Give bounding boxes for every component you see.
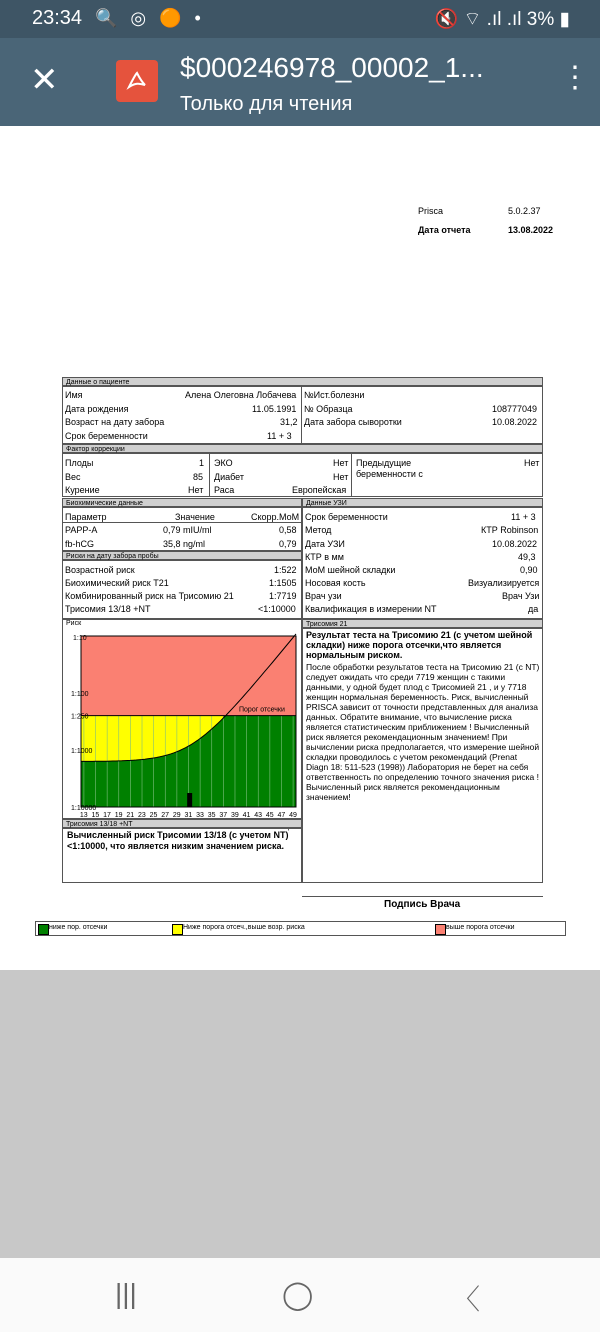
home-icon[interactable]: ◯ — [282, 1279, 314, 1310]
x-tick-label: 45 — [265, 812, 274, 819]
us-row-value: 11 + 3 — [511, 512, 536, 522]
x-tick-label: 33 — [196, 812, 204, 819]
t21-result: Результат теста на Трисомию 21 (с учетом шейной складки) ниже порога отсечки,что является нормальным риском. — [306, 630, 533, 660]
back-icon[interactable]: 〈 — [452, 1284, 481, 1315]
x-tick-label: 35 — [207, 812, 216, 819]
x-tick-label: 21 — [126, 812, 135, 819]
race-label: Раса — [214, 485, 235, 495]
x-tick-label: 25 — [149, 812, 158, 819]
notification-icons: 🔍 ◎ 🟠 • — [95, 8, 205, 28]
x-tick-label: 39 — [230, 812, 239, 819]
x-tick-label: 17 — [103, 812, 111, 819]
fetus-value: 1 — [199, 458, 205, 468]
x-tick-label: 15 — [91, 812, 100, 819]
bio-row-hcg-name: fb-hCG — [65, 539, 95, 549]
dob-value: 11.05.1991 — [252, 404, 297, 414]
y-tick-label: 1:1000 — [71, 748, 93, 755]
risk-header: Риски на дату забора пробы — [62, 551, 302, 560]
serum-label: Дата забора сыворотки — [304, 417, 402, 427]
us-row-value: 0,90 — [520, 565, 538, 575]
t21-header: Трисомия 21 — [302, 619, 543, 628]
correction-header: Фактор коррекции — [62, 444, 543, 453]
patient-header: Данные о пациенте — [62, 377, 543, 386]
legend-label-red: выше порога отсечки — [446, 924, 515, 931]
risk-row-value: 1:1505 — [269, 578, 297, 588]
zone-above-cutoff — [81, 636, 296, 716]
bio-row-papp-value: 0,79 mIU/ml — [163, 525, 212, 535]
x-tick-label: 41 — [242, 812, 251, 819]
us-row-label: МоМ шейной складки — [305, 565, 396, 575]
race-value: Европейская — [292, 485, 347, 495]
us-row-value: Визуализируется — [468, 578, 540, 588]
more-options-icon[interactable]: ⋮ — [560, 61, 590, 94]
report-date-label: Дата отчета — [418, 225, 471, 235]
smoke-label: Курение — [65, 485, 100, 495]
serum-value: 10.08.2022 — [492, 417, 538, 427]
close-icon[interactable]: ✕ — [30, 61, 59, 99]
t1318-text: Вычисленный риск Трисомии 13/18 (с учетом NT) <1:10000, что является низким значением риска. — [67, 830, 289, 851]
history-label: №Ист.болезни — [304, 390, 365, 400]
risk-row-label: Биохимический риск Т21 — [65, 578, 169, 588]
smoke-value: Нет — [188, 485, 204, 495]
t1318-header: Трисомия 13/18 +NT — [62, 819, 302, 828]
us-row-value: КТР Robinson — [481, 525, 539, 535]
app-bar — [0, 38, 600, 126]
us-row-value: Врач Узи — [502, 591, 540, 601]
dob-label: Дата рождения — [65, 404, 129, 414]
name-value: Алена Олеговна Лобачева — [185, 390, 297, 400]
diabetes-label: Диабет — [214, 472, 245, 482]
us-box — [302, 507, 543, 619]
bio-row-hcg-mom: 0,79 — [279, 539, 297, 549]
system-icons: 🔇 ⌔ .ıl .ıl 3% ▮ — [434, 9, 570, 30]
x-tick-label: 49 — [289, 812, 297, 819]
bio-row-hcg-value: 35,8 ng/ml — [163, 539, 206, 549]
nav-bar — [0, 1258, 600, 1332]
us-row-label: Дата УЗИ — [305, 539, 345, 549]
risk-row-value: 1:522 — [274, 565, 297, 575]
report-date-value: 13.08.2022 — [508, 225, 554, 235]
pdf-icon — [116, 60, 158, 102]
y-tick-label: 1:10 — [73, 635, 87, 642]
legend-swatch-red — [435, 924, 446, 935]
software-version: 5.0.2.37 — [508, 206, 541, 216]
name-label: Имя — [65, 390, 83, 400]
legend-label-yellow: Ниже порога отсеч.,выше возр. риска — [183, 924, 305, 931]
us-row-label: Квалификация в измерении NT — [305, 604, 437, 614]
t21-text: После обработки результатов теста на Трисомию 21 (с NT) следует ожидать что среди 7719 женщин с такими данными, у одной будет плод с Трисомией 21 , и у 7718 женщин нормальная беременность. Риск, вычисленный PRISCA зависит от точности представленных для анализа данных. Обратите внимание, что вычисление риска является статистическим приближением ! Вычисленный риск является рекомендационным значением! При вычислении риска предполагается, что измерение шейной складки проводилось с учетом рекомендаций (Prenat Diagn 18: 511-523 (1998)) Лаборатория не берет на себя ответственность по определению точного значения риска ! Вычисленный риск является рекомендационным значением! — [306, 662, 540, 802]
legend-swatch-yellow — [172, 924, 183, 935]
us-row-label: Метод — [305, 525, 332, 535]
y-tick-label: 1:10000 — [71, 805, 97, 812]
signature-label: Подпись Врача — [384, 899, 461, 910]
ivf-label: ЭКО — [214, 458, 233, 468]
document-subtitle: Только для чтения — [180, 93, 353, 115]
us-row-value: да — [528, 604, 539, 614]
weight-value: 85 — [193, 472, 204, 482]
legend-swatch-green — [38, 924, 49, 935]
diabetes-value: Нет — [333, 472, 349, 482]
us-row-value: 10.08.2022 — [492, 539, 538, 549]
risk-row-value: <1:10000 — [258, 604, 296, 614]
prev-label: Предыдущие беременности с — [356, 458, 423, 479]
x-tick-label: 43 — [254, 812, 263, 819]
x-tick-label: 23 — [138, 812, 146, 819]
pdf-page — [0, 126, 600, 970]
bio-col-mom: Скорр.МоМ — [251, 512, 300, 522]
us-header: Данные УЗИ — [302, 498, 543, 507]
risk-row-value: 1:7719 — [269, 591, 297, 601]
x-tick-label: 31 — [184, 812, 193, 819]
prev-value: Нет — [524, 458, 540, 468]
cutoff-label: Порог отсечки — [239, 706, 285, 714]
age-value: 31,2 — [280, 417, 298, 427]
us-row-label: Носовая кость — [305, 578, 366, 588]
sample-value: 108777049 — [492, 404, 538, 414]
risk-row-label: Возрастной риск — [65, 565, 135, 575]
y-tick-label: 1:250 — [71, 713, 89, 721]
bio-col-value: Значение — [175, 512, 215, 522]
document-title: $000246978_00002_1... — [180, 52, 484, 83]
x-tick-label: 27 — [161, 812, 170, 819]
x-tick-label: 13 — [79, 812, 88, 819]
clock: 23:34 — [32, 7, 83, 29]
bio-row-papp-name: PAPP-A — [65, 525, 98, 535]
bio-row-papp-mom: 0,58 — [279, 525, 297, 535]
us-row-label: КТР в мм — [305, 552, 344, 562]
x-tick-label: 47 — [277, 812, 286, 819]
ivf-value: Нет — [333, 458, 349, 468]
risk-row-label: Комбинированный риск на Трисомию 21 — [65, 591, 234, 601]
weight-label: Вес — [65, 472, 81, 482]
ga-value: 11 + 3 — [267, 431, 292, 441]
fetus-label: Плоды — [65, 458, 94, 468]
bio-header: Биохимические данные — [62, 498, 302, 507]
software-label: Prisca — [418, 206, 444, 216]
age-label: Возраст на дату забора — [65, 417, 165, 427]
ga-label: Срок беременности — [65, 431, 148, 441]
x-tick-label: 19 — [114, 812, 123, 819]
patient-marker — [187, 793, 192, 807]
risk-chart — [62, 626, 302, 819]
x-tick-label: 37 — [219, 812, 228, 819]
legend-label-green: ниже пор. отсечки — [49, 924, 108, 931]
us-row-value: 49,3 — [518, 552, 536, 562]
y-tick-label: 1:100 — [71, 691, 89, 698]
risk-row-label: Трисомия 13/18 +NT — [65, 604, 151, 614]
x-tick-label: 29 — [172, 812, 181, 819]
chart-title: Риск — [66, 620, 82, 627]
sample-label: № Образца — [304, 404, 353, 414]
bio-col-param: Параметр — [65, 512, 107, 522]
status-bar — [0, 0, 600, 38]
recent-apps-icon[interactable]: ||| — [115, 1278, 137, 1309]
us-row-label: Срок беременности — [305, 512, 388, 522]
us-row-label: Врач узи — [305, 591, 342, 601]
